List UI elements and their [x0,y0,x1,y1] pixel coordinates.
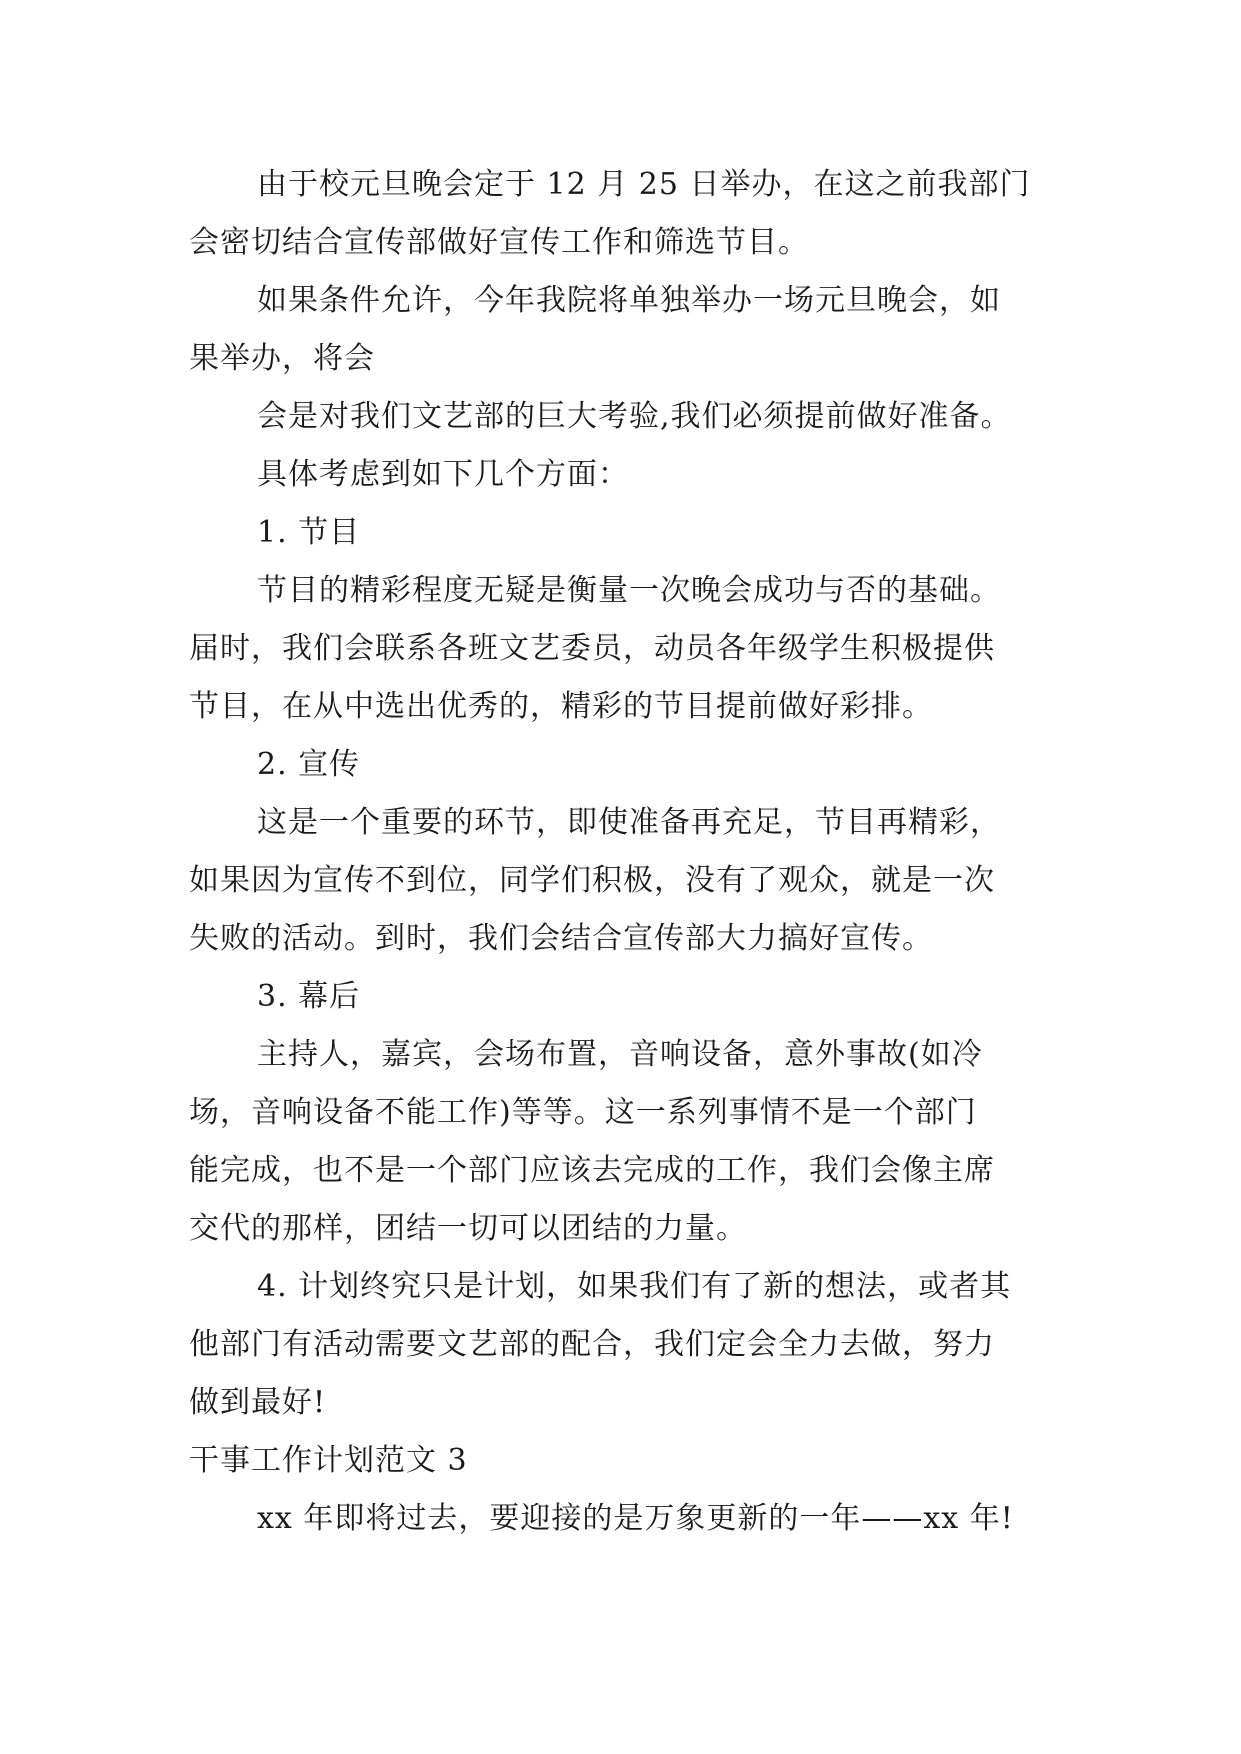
paragraph-line: 主持人，嘉宾，会场布置，音响设备，意外事故(如冷 [257,1037,983,1072]
paragraph-line: 会密切结合宣传部做好宣传工作和筛选节目。 [189,225,809,260]
paragraph-line: 如果条件允许，今年我院将单独举办一场元旦晚会，如 [257,283,1001,318]
section-heading: 1. 节目 [257,515,361,550]
document-title: 干事工作计划范文 3 [189,1443,468,1478]
paragraph-line: 会是对我们文艺部的巨大考验,我们必须提前做好准备。 [257,399,1012,434]
paragraph-line: 节目，在从中选出优秀的，精彩的节目提前做好彩排。 [189,689,933,724]
paragraph-line: 失败的活动。到时，我们会结合宣传部大力搞好宣传。 [189,921,933,956]
paragraph-line: 如果因为宣传不到位，同学们积极，没有了观众，就是一次 [189,863,995,898]
paragraph-line: xx 年即将过去，要迎接的是万象更新的一年——xx 年! [257,1501,1014,1536]
paragraph-line: 具体考虑到如下几个方面： [257,457,629,492]
paragraph-line: 他部门有活动需要文艺部的配合，我们定会全力去做，努力 [189,1327,995,1362]
paragraph-line: 交代的那样，团结一切可以团结的力量。 [189,1211,747,1246]
paragraph-line: 做到最好! [189,1385,327,1420]
paragraph-line: 4. 计划终究只是计划，如果我们有了新的想法，或者其 [257,1269,1012,1304]
section-heading: 2. 宣传 [257,747,361,782]
section-heading: 3. 幕后 [257,979,361,1014]
paragraph-line: 这是一个重要的环节，即使准备再充足，节目再精彩， [257,805,1001,840]
paragraph-line: 节目的精彩程度无疑是衡量一次晚会成功与否的基础。 [257,573,1001,608]
paragraph-line: 能完成，也不是一个部门应该去完成的工作，我们会像主席 [189,1153,995,1188]
paragraph-line: 果举办，将会 [189,341,375,376]
paragraph-line: 届时，我们会联系各班文艺委员，动员各年级学生积极提供 [189,631,995,666]
paragraph-line: 由于校元旦晚会定于 12 月 25 日举办，在这之前我部门 [257,167,1031,202]
paragraph-line: 场，音响设备不能工作)等等。这一系列事情不是一个部门 [189,1095,977,1130]
